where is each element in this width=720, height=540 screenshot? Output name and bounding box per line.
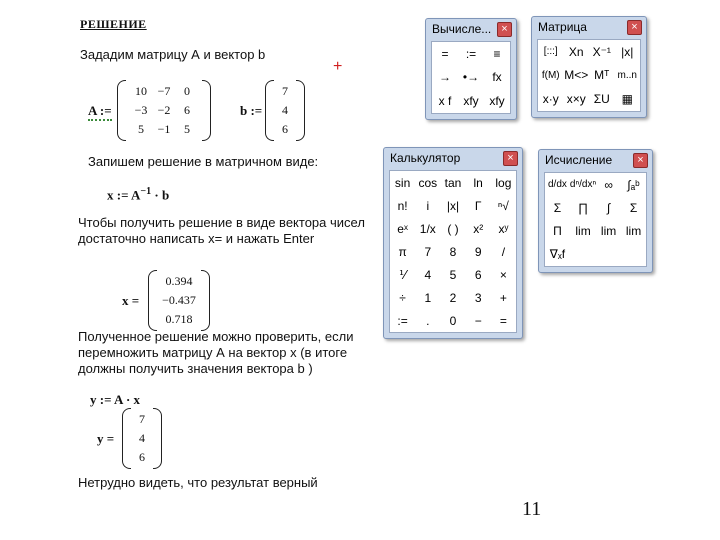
- evaluation-palette-button[interactable]: fx: [492, 70, 502, 85]
- evaluation-palette-button[interactable]: x f: [438, 94, 452, 109]
- matrix-palette-button[interactable]: m..n: [617, 69, 637, 81]
- close-icon[interactable]: ×: [627, 20, 642, 35]
- formula-x-lhs: x := A: [107, 187, 141, 203]
- vector-hint-line1: Чтобы получить решение в виде вектора чисел: [78, 215, 365, 230]
- result-y-label: y =: [97, 431, 115, 446]
- formula-x-exponent: −1: [140, 186, 152, 197]
- calculus-palette-button[interactable]: d/dx: [548, 179, 567, 191]
- result-y-cell: 6: [139, 450, 145, 464]
- page-number: 11: [522, 498, 542, 520]
- evaluation-palette[interactable]: [425, 18, 517, 120]
- matrix-a-cell: 0: [184, 84, 190, 98]
- calculator-button[interactable]: sin: [394, 175, 411, 190]
- vector-b-cell: 7: [282, 84, 288, 98]
- calculator-button[interactable]: 8: [449, 244, 457, 259]
- check-text-line1: Полученное решение можно проверить, если: [78, 329, 354, 344]
- vector-b-label: b :=: [240, 103, 263, 118]
- calculator-button[interactable]: |x|: [446, 198, 460, 213]
- evaluation-palette-button[interactable]: →: [439, 70, 451, 85]
- evaluation-palette-button[interactable]: xfy: [463, 94, 479, 109]
- matrix-a-label: A :=: [88, 103, 112, 121]
- matrix-a: [117, 80, 211, 141]
- calculator-button[interactable]: xʸ: [498, 221, 509, 236]
- intro-text: Зададим матрицу А и вектор b: [80, 47, 266, 62]
- result-x-cell: −0.437: [162, 293, 196, 307]
- calculator-button[interactable]: i: [426, 198, 430, 213]
- matrix-palette-button[interactable]: x·y: [542, 92, 559, 107]
- vector-hint-line2: достаточно написать x= и нажать Enter: [78, 231, 315, 246]
- matrix-a-cell: −2: [157, 103, 171, 117]
- calculator-button[interactable]: tan: [444, 175, 462, 190]
- evaluation-palette-button[interactable]: :=: [465, 46, 477, 61]
- calculator-button[interactable]: 4: [424, 267, 432, 282]
- matrix-palette-button[interactable]: Mᵀ: [594, 68, 610, 83]
- formula-x: [107, 186, 169, 203]
- calculator-button[interactable]: 1/x: [419, 221, 436, 236]
- matrix-palette-button[interactable]: [:::]: [543, 46, 558, 58]
- calculator-button[interactable]: 7: [424, 244, 432, 259]
- calculus-palette-button[interactable]: Σ: [629, 200, 638, 215]
- matrix-form-text: Запишем решение в матричном виде:: [88, 154, 319, 169]
- vector-b: [265, 80, 305, 141]
- calculator-palette[interactable]: [383, 147, 523, 339]
- vector-b-cell: 6: [282, 122, 288, 136]
- evaluation-palette-button[interactable]: ≡: [493, 46, 501, 61]
- calculator-button[interactable]: ( ): [447, 221, 459, 236]
- calculator-button[interactable]: 0: [449, 313, 457, 328]
- matrix-palette-button[interactable]: x×y: [566, 92, 586, 107]
- calculator-button[interactable]: x²: [473, 221, 484, 236]
- formula-y: y := A · x: [90, 392, 141, 407]
- result-x-cell: 0.394: [165, 274, 193, 288]
- result-y-vector: [122, 408, 162, 469]
- evaluation-palette-title[interactable]: [426, 19, 516, 39]
- calculus-palette-button[interactable]: ∇ₓf: [549, 247, 566, 262]
- calculator-button[interactable]: 9: [474, 244, 482, 259]
- calculator-button[interactable]: ÷: [399, 290, 406, 305]
- matrix-palette-button[interactable]: |x|: [621, 44, 634, 59]
- conclusion-text: Нетрудно видеть, что результат верный: [78, 475, 318, 490]
- formula-x-tail: · b: [154, 187, 170, 203]
- check-text-line3: должны получить значения вектора b ): [78, 361, 313, 376]
- evaluation-palette-button[interactable]: =: [441, 46, 449, 61]
- calculus-palette-button: [596, 243, 621, 266]
- evaluation-palette-button[interactable]: xfy: [489, 94, 505, 109]
- calculator-button[interactable]: π: [398, 244, 407, 259]
- calculator-button[interactable]: =: [499, 313, 507, 328]
- evaluation-palette-button[interactable]: •→: [462, 70, 480, 85]
- matrix-palette-title[interactable]: [532, 17, 646, 37]
- calculator-button[interactable]: ⁿ√: [497, 198, 509, 213]
- result-x-vector: [148, 270, 210, 331]
- calculator-palette-title-text: Калькулятор: [390, 151, 461, 165]
- calculator-button[interactable]: cos: [418, 175, 438, 190]
- solution-heading: РЕШЕНИЕ: [80, 17, 147, 31]
- calculator-button[interactable]: −: [474, 313, 482, 328]
- calculator-button[interactable]: ln: [473, 175, 483, 190]
- matrix-a-cell: 5: [138, 122, 144, 136]
- calculus-palette-button[interactable]: ∞: [604, 177, 613, 192]
- matrix-palette-button[interactable]: Xn: [568, 44, 584, 59]
- calculus-palette-button[interactable]: lim: [625, 224, 642, 239]
- check-text-line2: перемножить матрицу А на вектор х (в итоге: [78, 345, 348, 360]
- matrix-palette-button[interactable]: f(M): [541, 69, 560, 81]
- matrix-palette[interactable]: [531, 16, 647, 118]
- calculus-palette-button[interactable]: ∫: [606, 200, 611, 215]
- calculator-button[interactable]: ⅟: [399, 267, 406, 282]
- insertion-cursor-marker: +: [333, 58, 343, 75]
- matrix-palette-button[interactable]: ΣU: [593, 92, 610, 107]
- calculator-button[interactable]: :=: [397, 313, 408, 328]
- matrix-a-cell: −1: [157, 122, 171, 136]
- calculator-button[interactable]: log: [495, 175, 512, 190]
- evaluation-palette-title-text: Вычисле...: [432, 22, 492, 36]
- calculator-button[interactable]: n!: [397, 198, 408, 213]
- matrix-a-cell: 5: [184, 122, 190, 136]
- close-icon[interactable]: ×: [497, 22, 512, 37]
- matrix-palette-button[interactable]: X⁻¹: [592, 44, 611, 59]
- matrix-palette-button[interactable]: ▦: [621, 92, 633, 107]
- matrix-a-cell: −3: [134, 103, 148, 117]
- calculus-palette-button[interactable]: lim: [600, 224, 617, 239]
- matrix-palette-title-text: Матрица: [538, 20, 587, 34]
- calculator-button[interactable]: .: [426, 313, 430, 328]
- calculus-palette[interactable]: [538, 149, 653, 273]
- calculus-palette-title[interactable]: [539, 150, 652, 170]
- calculus-palette-button[interactable]: ∫ₐᵇ: [627, 177, 640, 192]
- calculus-palette-button: [570, 243, 596, 266]
- matrix-a-cell: 10: [135, 84, 147, 98]
- calculus-palette-button[interactable]: dⁿ/dxⁿ: [569, 179, 597, 191]
- matrix-palette-button[interactable]: M<>: [564, 68, 589, 83]
- result-y-cell: 7: [139, 412, 145, 426]
- calculator-button[interactable]: /: [501, 244, 506, 259]
- close-icon[interactable]: ×: [503, 151, 518, 166]
- calculator-button[interactable]: eˣ: [397, 221, 408, 236]
- calculus-palette-button[interactable]: Σ: [553, 200, 562, 215]
- calculus-palette-button[interactable]: lim: [575, 224, 591, 239]
- calculator-button[interactable]: 3: [474, 290, 482, 305]
- result-x-label: x =: [122, 293, 140, 308]
- vector-b-cell: 4: [282, 103, 288, 117]
- calculator-button[interactable]: 6: [474, 267, 482, 282]
- calculator-button[interactable]: 1: [424, 290, 432, 305]
- calculator-button[interactable]: 5: [449, 267, 457, 282]
- calculator-button[interactable]: 2: [449, 290, 457, 305]
- calculus-palette-button[interactable]: Π: [553, 224, 562, 239]
- matrix-a-cell: 6: [184, 103, 190, 117]
- calculus-palette-title-text: Исчисление: [545, 153, 613, 167]
- close-icon[interactable]: ×: [633, 153, 648, 168]
- calculator-button[interactable]: +: [499, 290, 507, 305]
- matrix-a-cell: −7: [157, 84, 171, 98]
- result-y-cell: 4: [139, 431, 145, 445]
- calculator-button[interactable]: Γ: [474, 198, 482, 213]
- calculator-button[interactable]: ×: [499, 267, 507, 282]
- calculus-palette-button: [621, 243, 646, 266]
- calculus-palette-button[interactable]: ∏: [578, 200, 588, 215]
- result-x-cell: 0.718: [165, 312, 193, 326]
- calculator-palette-title[interactable]: [384, 148, 522, 168]
